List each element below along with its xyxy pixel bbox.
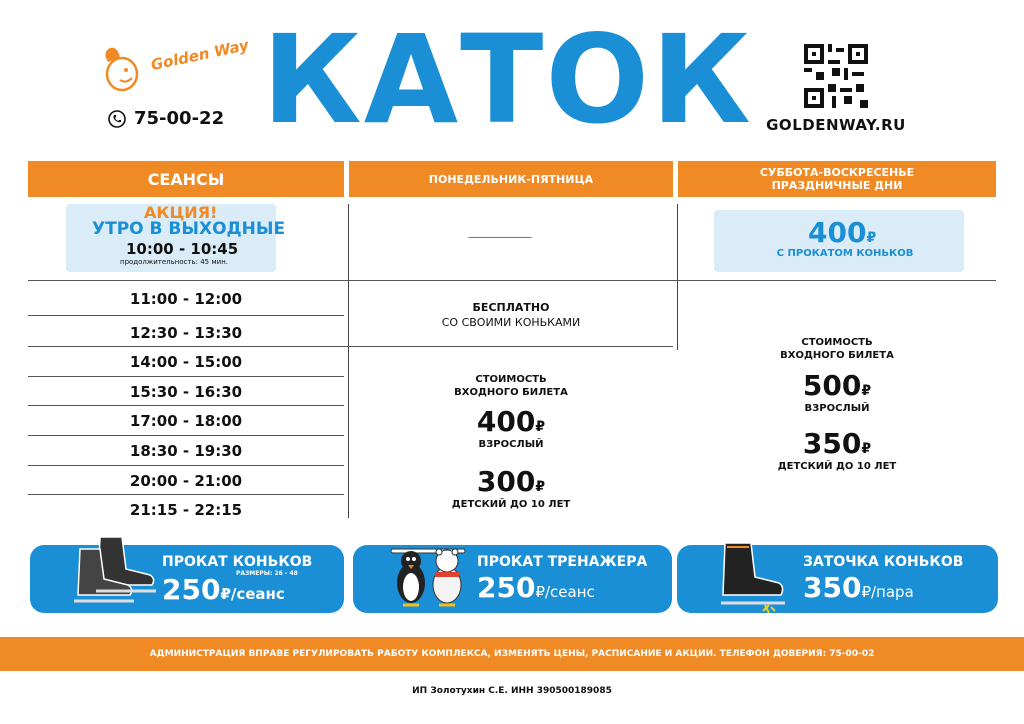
divider — [28, 376, 344, 377]
session-time: 20:00 - 21:00 — [129, 472, 243, 490]
logo-text: Golden Way — [149, 35, 251, 75]
service-title: ПРОКАТ ТРЕНАЖЕРА — [477, 554, 648, 570]
service-price: 250₽/сеанс — [162, 573, 285, 606]
divider — [28, 405, 344, 406]
service-price: 250₽/сеанс — [477, 571, 595, 604]
promo-weekend-price: 400₽ — [808, 216, 877, 249]
footer-notice: АДМИНИСТРАЦИЯ ВПРАВЕ РЕГУЛИРОВАТЬ РАБОТУ КОМПЛЕКСА, ИЗМЕНЯТЬ ЦЕНЫ, РАСПИСАНИЕ И АКЦИИ. ТЕЛЕФОН ДОВЕРИЯ: 75-00-02 — [0, 637, 1024, 671]
col-header-weekend-line2: ПРАЗДНИЧНЫЕ ДНИ — [771, 179, 903, 192]
weekday-paid-label: СТОИМОСТЬ ВХОДНОГО БИЛЕТА — [454, 374, 568, 398]
weekend-child-label: ДЕТСКИЙ ДО 10 ЛЕТ — [777, 461, 897, 472]
promo-tag: АКЦИЯ! — [144, 203, 218, 222]
col-header-weekend-line1: СУББОТА-ВОСКРЕСЕНЬЕ — [759, 166, 915, 179]
session-time: 21:15 - 22:15 — [129, 501, 243, 519]
page-title: КАТОК — [262, 9, 753, 151]
website[interactable]: GOLDENWAY.RU — [766, 116, 906, 134]
weekend-child-price: 350₽ — [802, 427, 872, 460]
col-header-weekdays: ПОНЕДЕЛЬНИК-ПЯТНИЦА — [349, 161, 673, 197]
sharpening-skate-icon — [715, 539, 791, 615]
weekday-free-note: СО СВОИМИ КОНЬКАМИ — [441, 316, 581, 329]
divider — [28, 494, 344, 495]
promo-title: УТРО В ВЫХОДНЫЕ — [92, 219, 286, 239]
session-time: 17:00 - 18:00 — [129, 412, 243, 430]
promo-time: 10:00 - 10:45 — [126, 240, 239, 258]
service-price: 350₽/пара — [803, 571, 914, 604]
session-time: 15:30 - 16:30 — [129, 383, 243, 401]
weekday-child-label: ДЕТСКИЙ ДО 10 ЛЕТ — [451, 499, 571, 510]
service-sizes: РАЗМЕРЫ: 26 - 48 — [236, 570, 298, 577]
divider — [28, 315, 344, 316]
weekday-free-title: БЕСПЛАТНО — [472, 301, 550, 314]
weekend-adult-price: 500₽ — [802, 369, 872, 402]
col-header-sessions: СЕАНСЫ — [28, 161, 344, 197]
service-title: ПРОКАТ КОНЬКОВ — [162, 554, 313, 570]
session-time: 18:30 - 19:30 — [129, 442, 243, 460]
service-card-skate-rental[interactable] — [30, 545, 344, 613]
phone-number: 75-00-22 — [134, 108, 225, 129]
qr-code-icon — [804, 44, 868, 108]
phone[interactable] — [108, 108, 224, 129]
col-header-weekend — [678, 161, 996, 197]
service-card-skate-sharpening[interactable] — [677, 545, 998, 613]
weekday-adult-price: 400₽ — [476, 405, 546, 438]
divider — [28, 435, 344, 436]
service-title: ЗАТОЧКА КОНЬКОВ — [803, 554, 964, 570]
skates-icon — [70, 533, 160, 605]
penguin-bear-trainer-icon — [389, 539, 469, 611]
divider — [28, 465, 344, 466]
dog-logo-icon — [100, 44, 148, 94]
service-card-trainer-rental[interactable] — [353, 545, 672, 613]
divider — [28, 346, 673, 347]
promo-weekend-note: С ПРОКАТОМ КОНЬКОВ — [776, 248, 914, 259]
phone-icon — [108, 110, 126, 128]
session-time: 14:00 - 15:00 — [129, 353, 243, 371]
qr-code[interactable] — [804, 44, 868, 108]
promo-weekday-empty: ——————— — [468, 232, 531, 243]
divider — [28, 280, 996, 281]
weekend-paid-label: СТОИМОСТЬ ВХОДНОГО БИЛЕТА — [780, 337, 894, 361]
footer-legal: ИП Золотухин С.Е. ИНН 390500189085 — [412, 686, 612, 696]
session-time: 12:30 - 13:30 — [129, 324, 243, 342]
weekend-adult-label: ВЗРОСЛЫЙ — [804, 403, 870, 414]
divider — [677, 204, 678, 350]
weekday-adult-label: ВЗРОСЛЫЙ — [478, 439, 544, 450]
promo-duration: продолжительность: 45 мин. — [120, 258, 228, 266]
weekday-child-price: 300₽ — [476, 465, 546, 498]
session-time: 11:00 - 12:00 — [129, 290, 243, 308]
